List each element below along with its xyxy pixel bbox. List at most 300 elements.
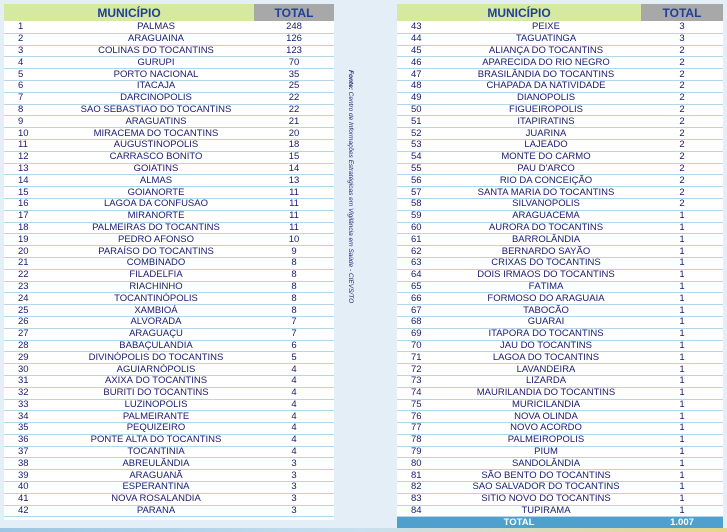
row-number: 12 [4,151,58,163]
table-row [4,399,334,411]
municipality-name: LUZINÓPOLIS [58,399,254,411]
table-row [397,399,723,411]
row-number: 15 [4,187,58,199]
table-row [4,163,334,175]
table-row [397,305,723,317]
table-row [397,446,723,458]
municipality-name: CHAPADA DA NATIVIDADE [451,80,641,92]
municipality-name: BARROLÂNDIA [451,234,641,246]
municipality-name: TOCANTINÓPOLIS [58,293,254,305]
row-number: 22 [4,269,58,281]
row-number: 75 [397,399,451,411]
row-number: 20 [4,246,58,258]
row-total: 2 [641,69,723,81]
municipality-name: PARAÍSO DO TOCANTINS [58,246,254,258]
table-row [397,269,723,281]
municipality-name: SILVANÓPOLIS [451,198,641,210]
source-label: Fonte: [347,70,354,90]
municipality-name: PALMAS [58,22,254,34]
row-total: 2 [641,80,723,92]
table-row [4,187,334,199]
municipality-name: TOCANTÍNIA [58,446,254,458]
row-number: 37 [4,446,58,458]
row-total: 248 [254,22,334,34]
total-header: TOTAL [641,4,723,22]
row-total: 2 [641,187,723,199]
row-number: 24 [4,293,58,305]
table-row [397,80,723,92]
row-number: 52 [397,128,451,140]
municipality-name: TUPIRAMA [451,505,641,517]
row-total: 7 [254,328,334,340]
row-total: 1 [641,269,723,281]
municipality-name: PALMEIRANTE [58,411,254,423]
municipality-name: PARANÃ [58,505,254,517]
table-row [4,210,334,222]
municipality-name: XAMBIOÁ [58,305,254,317]
row-number: 76 [397,411,451,423]
row-total: 13 [254,175,334,187]
municipality-name: PALMEIRAS DO TOCANTINS [58,222,254,234]
row-total: 4 [254,399,334,411]
row-total: 2 [641,198,723,210]
municipality-name: DIVINÓPOLIS DO TOCANTINS [58,352,254,364]
row-number: 18 [4,222,58,234]
municipality-name: GURUPI [58,57,254,69]
row-number: 8 [4,104,58,116]
table-row [4,493,334,505]
row-number: 55 [397,163,451,175]
row-total: 2 [641,175,723,187]
right-table-panel [397,4,723,532]
row-total: 2 [641,163,723,175]
row-total: 8 [254,269,334,281]
row-number: 82 [397,482,451,494]
row-number: 29 [4,352,58,364]
table-row [4,281,334,293]
municipality-name: PONTE ALTA DO TOCANTINS [58,434,254,446]
table-row [4,446,334,458]
right-table-body [397,22,723,517]
row-total: 7 [254,316,334,328]
table-row [397,234,723,246]
municipality-name: PEDRO AFONSO [58,234,254,246]
table-row [4,293,334,305]
municipality-name: ARAGUACEMA [451,210,641,222]
row-total: 1 [641,305,723,317]
row-number: 84 [397,505,451,517]
row-number: 53 [397,139,451,151]
row-total: 1 [641,423,723,435]
municipality-name: ALIANÇA DO TOCANTINS [451,45,641,57]
table-row [397,57,723,69]
row-total: 11 [254,222,334,234]
bottom-decorative-strip [0,528,727,532]
row-number: 43 [397,22,451,34]
table-row [397,493,723,505]
row-total: 2 [641,139,723,151]
row-number: 58 [397,198,451,210]
row-number: 34 [4,411,58,423]
municipality-name: PAU D'ARCO [451,163,641,175]
row-total: 2 [641,116,723,128]
table-row [4,257,334,269]
row-number: 6 [4,80,58,92]
row-total: 1 [641,328,723,340]
table-row [4,198,334,210]
municipality-name: LAJEADO [451,139,641,151]
municipality-name: LAGOA DO TOCANTINS [451,352,641,364]
municipality-name: SÃO BENTO DO TOCANTINS [451,470,641,482]
row-total: 2 [641,57,723,69]
table-row [4,69,334,81]
row-total: 8 [254,257,334,269]
municipality-name: LAGOA DA CONFUSÃO [58,198,254,210]
municipality-name: MONTE DO CARMO [451,151,641,163]
row-number: 23 [4,281,58,293]
row-total: 5 [254,352,334,364]
municipality-name: JUARINA [451,128,641,140]
municipality-name: PIUM [451,446,641,458]
table-row [397,198,723,210]
row-number: 77 [397,423,451,435]
table-row [397,22,723,34]
municipality-name: NOVA OLINDA [451,411,641,423]
row-total: 8 [254,293,334,305]
right-table-header [397,4,723,22]
row-number: 11 [4,139,58,151]
row-total: 1 [641,257,723,269]
row-total: 1 [641,375,723,387]
row-number: 63 [397,257,451,269]
municipality-name: FIGUEIRÓPOLIS [451,104,641,116]
row-total: 2 [641,45,723,57]
table-row [397,423,723,435]
total-row-label: TOTAL [397,517,641,529]
row-total: 4 [254,423,334,435]
row-total: 6 [254,340,334,352]
municipality-name: RIACHINHO [58,281,254,293]
table-row [4,505,334,517]
row-number: 68 [397,316,451,328]
table-row [4,175,334,187]
row-total: 3 [254,470,334,482]
table-row [397,69,723,81]
municipality-name: TAGUATINGA [451,33,641,45]
municipality-name: BERNARDO SAYÃO [451,246,641,258]
table-row [4,222,334,234]
municipality-name: ABREULÂNDIA [58,458,254,470]
row-number: 83 [397,493,451,505]
row-number: 50 [397,104,451,116]
row-total: 126 [254,33,334,45]
row-total: 14 [254,163,334,175]
table-row [4,246,334,258]
row-total: 1 [641,505,723,517]
row-total: 2 [641,151,723,163]
row-total: 123 [254,45,334,57]
municipality-name: COMBINADO [58,257,254,269]
row-number: 46 [397,57,451,69]
row-number: 47 [397,69,451,81]
left-municipality-table [4,4,334,517]
row-number: 14 [4,175,58,187]
row-number: 26 [4,316,58,328]
row-total: 1 [641,434,723,446]
row-total: 25 [254,80,334,92]
row-total: 70 [254,57,334,69]
table-row [4,411,334,423]
table-row [397,340,723,352]
row-number: 56 [397,175,451,187]
table-row [397,222,723,234]
row-number: 21 [4,257,58,269]
row-number: 74 [397,387,451,399]
row-total: 1 [641,482,723,494]
table-row [4,458,334,470]
left-table-header [4,4,334,22]
row-total: 10 [254,234,334,246]
row-number: 25 [4,305,58,317]
row-number: 64 [397,269,451,281]
table-row [397,175,723,187]
table-row [397,316,723,328]
row-total: 11 [254,210,334,222]
table-row [397,45,723,57]
row-number: 66 [397,293,451,305]
row-number: 7 [4,92,58,104]
total-row-value: 1.007 [641,517,723,529]
row-number: 2 [4,33,58,45]
municipality-name: ALMAS [58,175,254,187]
municipality-name: ARAGUAÍNA [58,33,254,45]
municipio-header: MUNICÍPIO [397,4,641,22]
table-row [397,328,723,340]
table-row [4,434,334,446]
row-total: 1 [641,281,723,293]
row-total: 11 [254,198,334,210]
row-total: 1 [641,387,723,399]
row-total: 1 [641,234,723,246]
municipality-name: SANTA MARIA DO TOCANTINS [451,187,641,199]
row-number: 49 [397,92,451,104]
table-row [4,139,334,151]
row-number: 10 [4,128,58,140]
row-total: 1 [641,446,723,458]
table-row [4,33,334,45]
row-number: 42 [4,505,58,517]
row-number: 51 [397,116,451,128]
source-note [334,70,368,304]
municipality-name: ARAGUATINS [58,116,254,128]
table-row [397,352,723,364]
row-total: 2 [641,92,723,104]
table-row [4,482,334,494]
table-row [397,187,723,199]
row-number: 45 [397,45,451,57]
row-number: 73 [397,375,451,387]
table-row [4,352,334,364]
municipality-name: AURORA DO TOCANTINS [451,222,641,234]
municipality-name: AUGUSTINÓPOLIS [58,139,254,151]
row-number: 69 [397,328,451,340]
table-row [397,458,723,470]
row-number: 57 [397,187,451,199]
municipality-name: GOIATINS [58,163,254,175]
table-row [397,505,723,517]
row-number: 81 [397,470,451,482]
table-row [397,246,723,258]
row-total: 9 [254,246,334,258]
row-total: 4 [254,446,334,458]
row-total: 4 [254,411,334,423]
table-row [4,116,334,128]
municipality-name: CARRASCO BONITO [58,151,254,163]
row-total: 1 [641,222,723,234]
row-number: 9 [4,116,58,128]
municipality-name: FÁTIMA [451,281,641,293]
row-number: 17 [4,210,58,222]
row-total: 4 [254,364,334,376]
row-number: 5 [4,69,58,81]
row-number: 60 [397,222,451,234]
table-row [397,139,723,151]
row-total: 4 [254,434,334,446]
row-total: 22 [254,92,334,104]
row-number: 1 [4,22,58,34]
table-row [397,375,723,387]
municipality-name: COLINAS DO TOCANTINS [58,45,254,57]
municipality-name: BRASILÂNDIA DO TOCANTINS [451,69,641,81]
municipality-name: MIRACEMA DO TOCANTINS [58,128,254,140]
municipality-name: SÃO SALVADOR DO TOCANTINS [451,482,641,494]
table-row [397,470,723,482]
row-number: 32 [4,387,58,399]
row-number: 40 [4,482,58,494]
row-number: 80 [397,458,451,470]
municipality-name: AGUIARNÓPOLIS [58,364,254,376]
municipality-name: ESPERANTINA [58,482,254,494]
municipality-name: PALMEIRÓPOLIS [451,434,641,446]
row-number: 79 [397,446,451,458]
table-row [4,387,334,399]
municipality-name: ITAPIRATINS [451,116,641,128]
municipality-name: JAÚ DO TOCANTINS [451,340,641,352]
row-number: 39 [4,470,58,482]
table-row [397,210,723,222]
row-number: 36 [4,434,58,446]
table-row [4,234,334,246]
municipality-name: MIRANORTE [58,210,254,222]
row-total: 1 [641,340,723,352]
municipality-name: SITIO NOVO DO TOCANTINS [451,493,641,505]
row-number: 30 [4,364,58,376]
row-total: 1 [641,399,723,411]
row-number: 61 [397,234,451,246]
row-total: 2 [641,104,723,116]
table-row [397,33,723,45]
row-number: 54 [397,151,451,163]
table-row [397,257,723,269]
table-row [397,293,723,305]
table-row [397,434,723,446]
municipality-name: SÃO SEBASTIÃO DO TOCANTINS [58,104,254,116]
table-row [4,470,334,482]
row-number: 4 [4,57,58,69]
row-total: 15 [254,151,334,163]
municipality-name: LIZARDA [451,375,641,387]
table-row [4,104,334,116]
row-total: 11 [254,187,334,199]
municipality-name: DOIS IRMÃOS DO TOCANTINS [451,269,641,281]
table-row [397,128,723,140]
municipality-name: GUARAÍ [451,316,641,328]
table-row [397,151,723,163]
table-row [4,22,334,34]
row-number: 33 [4,399,58,411]
municipality-name: ITAPORÃ DO TOCANTINS [451,328,641,340]
table-row [397,482,723,494]
municipality-name: LAVANDEIRA [451,364,641,376]
total-header: TOTAL [254,4,334,22]
row-number: 48 [397,80,451,92]
row-number: 27 [4,328,58,340]
municipality-name: BABAÇULÂNDIA [58,340,254,352]
municipality-name: ARAGUANÃ [58,470,254,482]
row-number: 16 [4,198,58,210]
table-row [4,305,334,317]
municipality-name: ARAGUAÇU [58,328,254,340]
municipality-name: ALVORADA [58,316,254,328]
municipality-name: AXIXÁ DO TOCANTINS [58,375,254,387]
row-number: 38 [4,458,58,470]
row-total: 8 [254,281,334,293]
municipio-header: MUNICÍPIO [4,4,254,22]
row-total: 4 [254,375,334,387]
left-table-panel [4,4,334,520]
municipality-name: SANDOLÂNDIA [451,458,641,470]
table-row [4,57,334,69]
municipality-name: PEQUIZEIRO [58,423,254,435]
row-total: 1 [641,316,723,328]
table-row [397,104,723,116]
row-total: 8 [254,305,334,317]
left-table-body [4,22,334,517]
row-number: 28 [4,340,58,352]
municipality-name: GOIANORTE [58,187,254,199]
row-total: 1 [641,470,723,482]
row-number: 67 [397,305,451,317]
table-row [397,387,723,399]
table-row [4,80,334,92]
row-number: 31 [4,375,58,387]
municipality-name: NOVO ACORDO [451,423,641,435]
municipality-name: ITACAJÁ [58,80,254,92]
row-total: 18 [254,139,334,151]
municipality-name: CRIXÁS DO TOCANTINS [451,257,641,269]
row-number: 70 [397,340,451,352]
source-text: Centro de Informações Estratégicas em Vigilância em Saúde - CIEVS/TO [347,91,354,304]
municipality-name: DIANÓPOLIS [451,92,641,104]
municipality-name: FORMOSO DO ARAGUAIA [451,293,641,305]
municipality-name: APARECIDA DO RIO NEGRO [451,57,641,69]
municipality-name: MAURILÂNDIA DO TOCANTINS [451,387,641,399]
table-row [4,364,334,376]
row-total: 22 [254,104,334,116]
row-total: 1 [641,246,723,258]
table-row [397,411,723,423]
row-total: 1 [641,352,723,364]
